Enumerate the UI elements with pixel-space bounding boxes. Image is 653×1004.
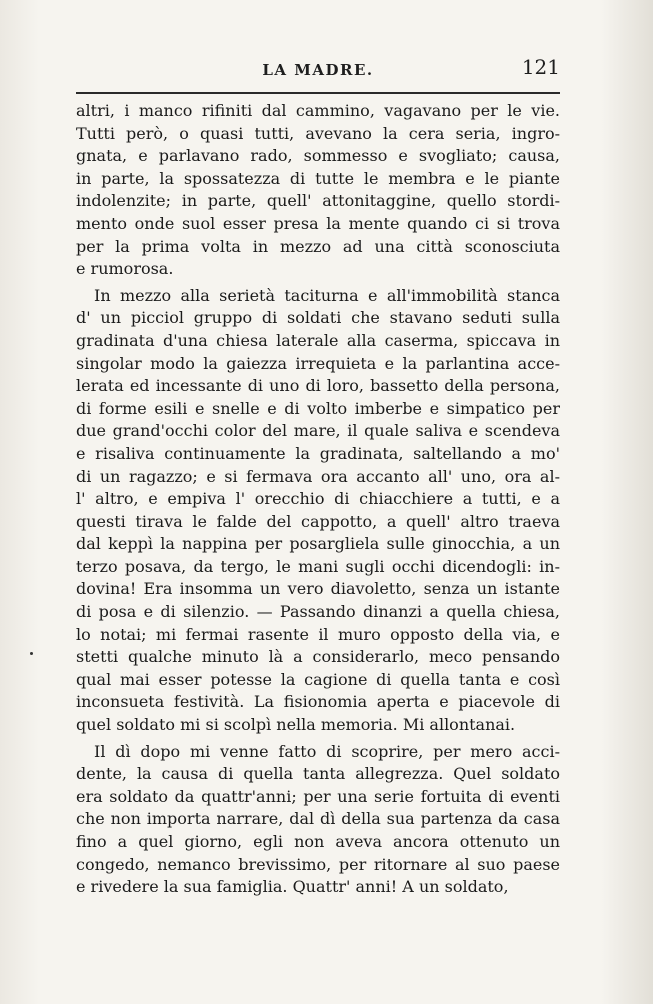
body-text xyxy=(76,100,560,899)
paragraph xyxy=(76,285,560,737)
text-line: inconsueta festività. La fisionomia aperta e piacevole di xyxy=(76,692,560,712)
text-line: di posa e di silenzio. — Passando dinanzi a quella chiesa, xyxy=(76,602,560,622)
text-line: In mezzo alla serietà taciturna e all'immobilità stanca xyxy=(94,285,560,305)
text-line: e rivedere la sua famiglia. Quattr' anni! A un soldato, xyxy=(76,877,509,897)
text-line: e rumorosa. xyxy=(76,259,174,279)
text-line: era soldato da quattr'anni; per una serie fortuita di eventi xyxy=(76,786,560,806)
running-title: LA MADRE. xyxy=(262,61,374,79)
page-header xyxy=(76,55,560,85)
margin-mark xyxy=(30,652,33,655)
text-line: quel soldato mi si scolpì nella memoria. Mi allontanai. xyxy=(76,715,516,735)
text-line: lerata ed incessante di uno di loro, bassetto della persona, xyxy=(76,376,560,396)
text-line: indolenzite; in parte, quell' attonitaggine, quello stordi- xyxy=(76,191,560,211)
text-line: altri, i manco rifiniti dal cammino, vagavano per le vie. xyxy=(76,101,560,120)
text-line: stetti qualche minuto là a considerarlo, meco pensando xyxy=(76,647,560,667)
text-line: dente, la causa di quella tanta allegrezza. Quel soldato xyxy=(76,764,560,784)
text-line: di un ragazzo; e si fermava ora accanto all' uno, ora al- xyxy=(76,466,560,486)
text-line: gnata, e parlavano rado, sommesso e svogliato; causa, xyxy=(76,146,560,166)
paragraph xyxy=(76,100,560,281)
text-line: l' altro, e empiva l' orecchio di chiacchiere a tutti, e a xyxy=(76,489,560,509)
text-line: dal keppì la nappina per posargliela sulle ginocchia, a un xyxy=(76,534,560,554)
text-line: d' un picciol gruppo di soldati che stavano seduti sulla xyxy=(76,308,560,328)
text-line: gradinata d'una chiesa laterale alla caserma, spiccava in xyxy=(76,330,560,350)
text-line: Il dì dopo mi venne fatto di scoprire, per mero acci- xyxy=(94,741,560,761)
text-line: che non importa narrare, dal dì della sua partenza da casa xyxy=(76,809,560,829)
text-line: mento onde suol esser presa la mente quando ci si trova xyxy=(76,213,560,233)
text-line: per la prima volta in mezzo ad una città sconosciuta xyxy=(76,236,560,256)
text-line: questi tirava le falde del cappotto, a quell' altro traeva xyxy=(76,511,560,531)
text-line: qual mai esser potesse la cagione di quella tanta e così xyxy=(76,669,560,689)
text-line: terzo posava, da tergo, le mani sugli occhi dicendogli: in- xyxy=(76,556,560,576)
page-number: 121 xyxy=(521,55,560,79)
text-line: di forme esili e snelle e di volto imberbe e simpatico per xyxy=(76,398,560,418)
text-line: lo notai; mi fermai rasente il muro opposto della via, e xyxy=(76,624,560,644)
text-line: fino a quel giorno, egli non aveva ancora ottenuto un xyxy=(76,832,560,851)
text-line: e risaliva continuamente la gradinata, saltellando a mo' xyxy=(76,443,560,463)
header-rule xyxy=(76,92,560,94)
paragraph xyxy=(76,741,560,899)
text-line: singolar modo la gaiezza irrequieta e la parlantina acce- xyxy=(76,353,560,373)
text-line: congedo, nemanco brevissimo, per ritornare al suo paese xyxy=(76,854,560,874)
text-line: due grand'occhi color del mare, il quale saliva e scendeva xyxy=(76,421,560,441)
text-line: in parte, la spossatezza di tutte le membra e le piante xyxy=(76,168,560,188)
text-line: Tutti però, o quasi tutti, avevano la cera seria, ingro- xyxy=(76,123,560,143)
text-line: dovina! Era insomma un vero diavoletto, senza un istante xyxy=(76,579,560,599)
